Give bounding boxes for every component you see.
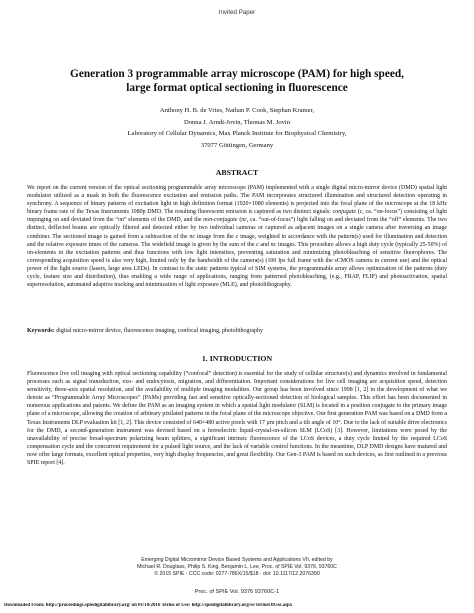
keywords-label: Keywords: [27, 328, 55, 334]
author-affiliation: Laboratory of Cellular Dynamics, Max Planck Institute for Biophysical Chemistry, [127, 130, 347, 137]
introduction-heading: 1. INTRODUCTION [201, 354, 273, 363]
proceedings-footer [20, 557, 454, 577]
author-names-2: Donna J. Arndt-Jovin, Thomas M. Jovin [183, 118, 291, 126]
download-notice: Downloaded From: http://proceedings.spiedigitallibrary.org/ on 01/18/2016 Terms of Use: http://spiedigitallibrary.org/ss/TermsOfUse.aspx [4, 603, 293, 608]
author-address: 37077 Göttingen, Germany [200, 141, 274, 149]
page-number: Proc. of SPIE Vol. 9376 93760C-1 [194, 589, 280, 595]
title-line-1: Generation 3 programmable array microscope (PAM) for high speed, [70, 68, 404, 80]
title-line-2: large format optical sectioning in fluorescence [126, 81, 348, 94]
keywords-line [27, 327, 447, 335]
author-block [20, 105, 454, 151]
abstract-text: We report on the current version of the optical sectioning programmable array microscope (PAM) implemented with a single digital micro-mirror device (DMD) spatial light modulator utilized as a mask in both the fluorescence excitation and emission paths. The PAM incorporates structured illumination and structured detection operating in synchrony. A sequence of binary patterns of excitation light in high definition format (1920×1080 elements) is projected into the focal plane of the microscope at the 18 kHz binary frame rate of the Texas Instruments 1080p DMD. The resulting fluorescent emission is captured as two distinct signals: conjugate (c, ca. “on-focus”) consisting of light impinging on and deviated from the “on” elements of the DMD, and the non-conjugate (nc, ca. “out-of-focus”) light falling on and deviated from the “off” elements. The two distinct, deflected beams are optically filtered and detected either by two individual cameras or captured as adjacent images on a single camera after traversing an image combiner. The sectioned image is gained from a subtraction of the nc image from the c image, weighted in accordance with the pattern(s) used for illumination and detection and the relative exposure times of the cameras. The widefield image is given by the sum of the c and nc images. This procedure allows a high duty cycle (typically 25-50%) of on-elements in the excitation patterns and thus functions with low light intensities, preventing saturation and minimizing photobleaching of sensitive fluorophores. The corresponding acquisition speed is also very high, limited only by the bandwidth of the camera(s) (100 fps full frame with the sCMOS camera in current use) and the optical power of the light source (lasers, large area LEDs). In contrast to the static patterns typical of SIM systems, the programmable array allows optimization of the patterns (duty cycle, feature size and distribution), thus enabling a wide range of applications, ranging from patterned photobleaching, (e.g., FRAP, FLIP) and photoactivation, spatial superresolution, automated adaptive tracking and minimization of light exposure (MLE), and photolithography. [27, 185, 448, 289]
footer-line-2: Michael R. Douglass, Philip S. King, Benjamin L. Lee, Proc. of SPIE Vol. 9376, 93760C [137, 563, 337, 570]
author-names: Anthony H. B. de Vries, Nathan P. Cook, Stephan Kramer, [159, 107, 315, 114]
keywords-text: digital micro-mirror device, fluorescence imaging, confocal imaging, photolithography [56, 328, 263, 334]
paper-title [30, 68, 444, 95]
invited-paper-note: Invited Paper [218, 9, 256, 16]
footer-line-3: © 2015 SPIE · CCC code: 0277-786X/15/$18 · doi: 10.1117/12.2076390 [154, 570, 320, 577]
abstract-heading: ABSTRACT [215, 168, 259, 177]
footer-line-1: Emerging Digital Micromirror Device Based Systems and Applications VII, edited by [141, 557, 333, 563]
introduction-text: Fluorescence live cell imaging with optical sectioning capability (“confocal” detection) is essential for the study of cellular structure(s) and dynamics involved in fundamental processes such as signal transduction, exo- and endocytosis, migration, and differentiation. Important considerations for live cell imaging are acquisition speed, detection sensitivity, three-axis spatial resolution, and the availability of multiple imaging modalities. Our group has been involved since 1998 [1, 2] in the development of what we denote as “Programmable Array Microscopes” (PAMs) providing fast and sensitive optically-sectioned detection of biological samples. This effort has been documented in numerous applications and patents. We define the PAM as an imaging system in which a spatial light modulator (SLM) is located in a position conjugate to the primary image plane of a microscope, allowing the creation of arbitrary pixilated patterns in the focal plane of the microscope objective. Our first generation PAM was based on a DMD from a Texas Instruments DLP evaluation kit [1, 2]. This device consisted of 640×480 active pixels with 17 µm pitch and a tilt angle of 10°. Due to the lack of suitable drive electronics for the DMD, a second-generation instrument was devised based on a ferroelectric liquid-crystal-on-silicon SLM (LCoS) [3]. However, limitations were posed by the unavailability of precise broad-spectrum polarizing beam splitters, a significant intrinsic fluorescence of the LCoS devices, a duty cycle limited by the required LCoS compensation cycle and the concurrent requirement for a pulsed light source, and the lack of variable control functions. In the meantime, DLP DMD designs have matured and now offer large formats, excellent optical properties, very high display frequencies, and great flexibility. Our Gen-3 PAM is based on such devices, as first outlined in a previous SPIE report [4]. [27, 371, 447, 467]
